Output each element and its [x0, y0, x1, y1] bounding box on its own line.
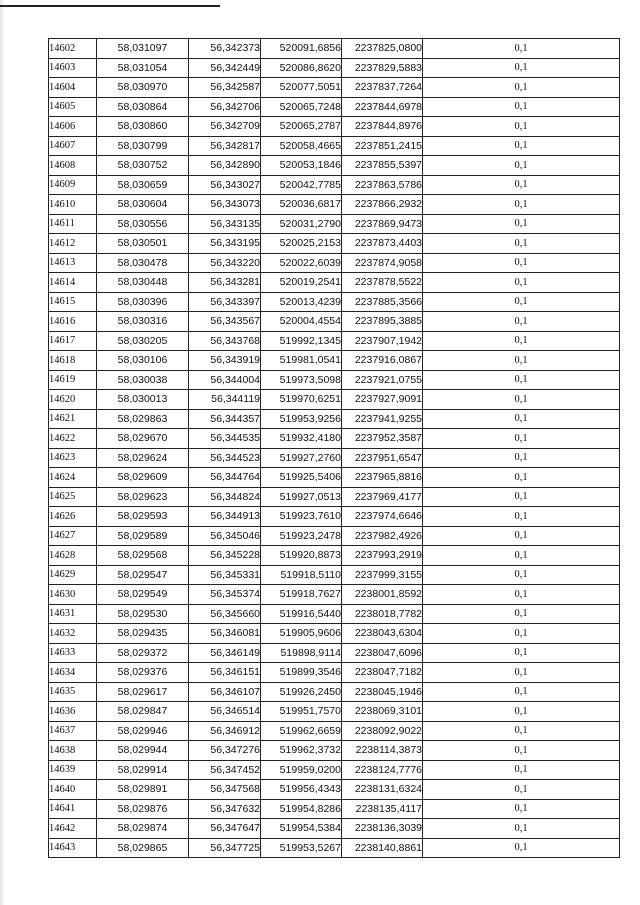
accuracy-cell: 0,1 [423, 58, 620, 78]
table-row [49, 546, 620, 566]
table-row [49, 312, 620, 332]
y-coordinate-cell: 2238043,6304 [342, 624, 423, 644]
accuracy-cell: 0,1 [423, 253, 620, 273]
y-coordinate-cell: 2237863,5786 [342, 175, 423, 195]
x-coordinate-cell: 520025,2153 [261, 234, 342, 254]
table-row [49, 58, 620, 78]
accuracy-cell: 0,1 [423, 721, 620, 741]
accuracy-cell: 0,1 [423, 448, 620, 468]
accuracy-cell: 0,1 [423, 682, 620, 702]
x-coordinate-cell: 520058,4665 [261, 136, 342, 156]
table-row [49, 624, 620, 644]
y-coordinate-cell: 2237869,9473 [342, 214, 423, 234]
latitude-cell: 58,031054 [97, 58, 189, 78]
accuracy-cell: 0,1 [423, 546, 620, 566]
accuracy-cell: 0,1 [423, 585, 620, 605]
longitude-cell: 56,343220 [189, 253, 261, 273]
point-number-cell: 14607 [49, 136, 97, 156]
point-number-cell: 14629 [49, 565, 97, 585]
accuracy-cell: 0,1 [423, 370, 620, 390]
latitude-cell: 58,029946 [97, 721, 189, 741]
latitude-cell: 58,030970 [97, 78, 189, 98]
point-number-cell: 14627 [49, 526, 97, 546]
latitude-cell: 58,029891 [97, 780, 189, 800]
x-coordinate-cell: 519918,5110 [261, 565, 342, 585]
accuracy-cell: 0,1 [423, 819, 620, 839]
latitude-cell: 58,030752 [97, 156, 189, 176]
x-coordinate-cell: 519925,5406 [261, 468, 342, 488]
point-number-cell: 14623 [49, 448, 97, 468]
y-coordinate-cell: 2237993,2919 [342, 546, 423, 566]
table-row [49, 156, 620, 176]
x-coordinate-cell: 520086,8620 [261, 58, 342, 78]
latitude-cell: 58,029624 [97, 448, 189, 468]
longitude-cell: 56,346514 [189, 702, 261, 722]
y-coordinate-cell: 2238114,3873 [342, 741, 423, 761]
longitude-cell: 56,345374 [189, 585, 261, 605]
point-number-cell: 14614 [49, 273, 97, 293]
y-coordinate-cell: 2238047,6096 [342, 643, 423, 663]
table-row [49, 526, 620, 546]
accuracy-cell: 0,1 [423, 234, 620, 254]
accuracy-cell: 0,1 [423, 487, 620, 507]
x-coordinate-cell: 519970,6251 [261, 390, 342, 410]
table-row [49, 721, 620, 741]
latitude-cell: 58,030799 [97, 136, 189, 156]
latitude-cell: 58,029865 [97, 838, 189, 858]
accuracy-cell: 0,1 [423, 195, 620, 215]
y-coordinate-cell: 2238135,4117 [342, 799, 423, 819]
longitude-cell: 56,343919 [189, 351, 261, 371]
table-row [49, 585, 620, 605]
latitude-cell: 58,029914 [97, 760, 189, 780]
longitude-cell: 56,343281 [189, 273, 261, 293]
table-row [49, 741, 620, 761]
latitude-cell: 58,030604 [97, 195, 189, 215]
table-body [49, 39, 620, 858]
latitude-cell: 58,029376 [97, 663, 189, 683]
latitude-cell: 58,030038 [97, 370, 189, 390]
latitude-cell: 58,029593 [97, 507, 189, 527]
point-number-cell: 14630 [49, 585, 97, 605]
longitude-cell: 56,346912 [189, 721, 261, 741]
point-number-cell: 14605 [49, 97, 97, 117]
table-row [49, 97, 620, 117]
accuracy-cell: 0,1 [423, 156, 620, 176]
table-row [49, 234, 620, 254]
x-coordinate-cell: 519916,5440 [261, 604, 342, 624]
table-row [49, 604, 620, 624]
point-number-cell: 14631 [49, 604, 97, 624]
x-coordinate-cell: 520042,7785 [261, 175, 342, 195]
accuracy-cell: 0,1 [423, 526, 620, 546]
accuracy-cell: 0,1 [423, 175, 620, 195]
longitude-cell: 56,344523 [189, 448, 261, 468]
point-number-cell: 14632 [49, 624, 97, 644]
x-coordinate-cell: 520036,6817 [261, 195, 342, 215]
table-row [49, 331, 620, 351]
latitude-cell: 58,029549 [97, 585, 189, 605]
y-coordinate-cell: 2237873,4403 [342, 234, 423, 254]
latitude-cell: 58,030448 [97, 273, 189, 293]
table-row [49, 507, 620, 527]
accuracy-cell: 0,1 [423, 97, 620, 117]
accuracy-cell: 0,1 [423, 390, 620, 410]
longitude-cell: 56,343027 [189, 175, 261, 195]
longitude-cell: 56,344357 [189, 409, 261, 429]
x-coordinate-cell: 520065,7248 [261, 97, 342, 117]
longitude-cell: 56,345660 [189, 604, 261, 624]
x-coordinate-cell: 519959,0200 [261, 760, 342, 780]
longitude-cell: 56,342709 [189, 117, 261, 137]
table-row [49, 429, 620, 449]
longitude-cell: 56,342373 [189, 39, 261, 59]
x-coordinate-cell: 519962,3732 [261, 741, 342, 761]
longitude-cell: 56,346081 [189, 624, 261, 644]
point-number-cell: 14621 [49, 409, 97, 429]
point-number-cell: 14602 [49, 39, 97, 59]
point-number-cell: 14616 [49, 312, 97, 332]
x-coordinate-cell: 519954,5384 [261, 819, 342, 839]
table-row [49, 409, 620, 429]
top-rule [0, 5, 220, 7]
latitude-cell: 58,029847 [97, 702, 189, 722]
point-number-cell: 14604 [49, 78, 97, 98]
table-row [49, 136, 620, 156]
point-number-cell: 14611 [49, 214, 97, 234]
point-number-cell: 14634 [49, 663, 97, 683]
y-coordinate-cell: 2237974,6646 [342, 507, 423, 527]
table-row [49, 799, 620, 819]
accuracy-cell: 0,1 [423, 351, 620, 371]
longitude-cell: 56,346107 [189, 682, 261, 702]
latitude-cell: 58,030659 [97, 175, 189, 195]
longitude-cell: 56,346151 [189, 663, 261, 683]
accuracy-cell: 0,1 [423, 409, 620, 429]
point-number-cell: 14624 [49, 468, 97, 488]
table-row [49, 760, 620, 780]
x-coordinate-cell: 520022,6039 [261, 253, 342, 273]
table-row [49, 643, 620, 663]
longitude-cell: 56,347568 [189, 780, 261, 800]
x-coordinate-cell: 519953,9256 [261, 409, 342, 429]
longitude-cell: 56,344535 [189, 429, 261, 449]
longitude-cell: 56,345228 [189, 546, 261, 566]
table-row [49, 390, 620, 410]
y-coordinate-cell: 2238140,8861 [342, 838, 423, 858]
x-coordinate-cell: 519927,2760 [261, 448, 342, 468]
accuracy-cell: 0,1 [423, 273, 620, 293]
point-number-cell: 14633 [49, 643, 97, 663]
x-coordinate-cell: 519927,0513 [261, 487, 342, 507]
latitude-cell: 58,029876 [97, 799, 189, 819]
table-row [49, 819, 620, 839]
x-coordinate-cell: 520004,4554 [261, 312, 342, 332]
point-number-cell: 14620 [49, 390, 97, 410]
y-coordinate-cell: 2237999,3155 [342, 565, 423, 585]
point-number-cell: 14606 [49, 117, 97, 137]
point-number-cell: 14612 [49, 234, 97, 254]
y-coordinate-cell: 2238069,3101 [342, 702, 423, 722]
accuracy-cell: 0,1 [423, 117, 620, 137]
point-number-cell: 14619 [49, 370, 97, 390]
accuracy-cell: 0,1 [423, 214, 620, 234]
longitude-cell: 56,347725 [189, 838, 261, 858]
point-number-cell: 14603 [49, 58, 97, 78]
table-row [49, 370, 620, 390]
longitude-cell: 56,347276 [189, 741, 261, 761]
y-coordinate-cell: 2237866,2932 [342, 195, 423, 215]
table-row [49, 175, 620, 195]
x-coordinate-cell: 520065,2787 [261, 117, 342, 137]
point-number-cell: 14642 [49, 819, 97, 839]
longitude-cell: 56,347452 [189, 760, 261, 780]
table-row [49, 780, 620, 800]
latitude-cell: 58,029435 [97, 624, 189, 644]
y-coordinate-cell: 2237952,3587 [342, 429, 423, 449]
longitude-cell: 56,342890 [189, 156, 261, 176]
point-number-cell: 14615 [49, 292, 97, 312]
longitude-cell: 56,344824 [189, 487, 261, 507]
y-coordinate-cell: 2237921,0755 [342, 370, 423, 390]
y-coordinate-cell: 2237855,5397 [342, 156, 423, 176]
table-row [49, 253, 620, 273]
longitude-cell: 56,345046 [189, 526, 261, 546]
latitude-cell: 58,030106 [97, 351, 189, 371]
x-coordinate-cell: 519953,5267 [261, 838, 342, 858]
point-number-cell: 14608 [49, 156, 97, 176]
accuracy-cell: 0,1 [423, 312, 620, 332]
x-coordinate-cell: 519951,7570 [261, 702, 342, 722]
x-coordinate-cell: 520013,4239 [261, 292, 342, 312]
table-row [49, 195, 620, 215]
accuracy-cell: 0,1 [423, 39, 620, 59]
point-number-cell: 14639 [49, 760, 97, 780]
accuracy-cell: 0,1 [423, 780, 620, 800]
longitude-cell: 56,344119 [189, 390, 261, 410]
latitude-cell: 58,030396 [97, 292, 189, 312]
y-coordinate-cell: 2237825,0800 [342, 39, 423, 59]
x-coordinate-cell: 519923,7610 [261, 507, 342, 527]
latitude-cell: 58,029670 [97, 429, 189, 449]
latitude-cell: 58,029623 [97, 487, 189, 507]
longitude-cell: 56,345331 [189, 565, 261, 585]
longitude-cell: 56,347632 [189, 799, 261, 819]
latitude-cell: 58,029863 [97, 409, 189, 429]
latitude-cell: 58,029530 [97, 604, 189, 624]
y-coordinate-cell: 2237969,4177 [342, 487, 423, 507]
table-row [49, 663, 620, 683]
table-row [49, 468, 620, 488]
table-row [49, 351, 620, 371]
table-row [49, 448, 620, 468]
table-row [49, 487, 620, 507]
y-coordinate-cell: 2237878,5522 [342, 273, 423, 293]
longitude-cell: 56,343567 [189, 312, 261, 332]
x-coordinate-cell: 519962,6659 [261, 721, 342, 741]
y-coordinate-cell: 2238136,3039 [342, 819, 423, 839]
y-coordinate-cell: 2237844,8976 [342, 117, 423, 137]
coordinates-table [48, 38, 620, 858]
longitude-cell: 56,343195 [189, 234, 261, 254]
accuracy-cell: 0,1 [423, 643, 620, 663]
x-coordinate-cell: 520053,1846 [261, 156, 342, 176]
point-number-cell: 14635 [49, 682, 97, 702]
longitude-cell: 56,343768 [189, 331, 261, 351]
table-row [49, 273, 620, 293]
latitude-cell: 58,029617 [97, 682, 189, 702]
point-number-cell: 14613 [49, 253, 97, 273]
table-row [49, 682, 620, 702]
latitude-cell: 58,029609 [97, 468, 189, 488]
accuracy-cell: 0,1 [423, 624, 620, 644]
x-coordinate-cell: 519923,2478 [261, 526, 342, 546]
latitude-cell: 58,030205 [97, 331, 189, 351]
y-coordinate-cell: 2238018,7782 [342, 604, 423, 624]
y-coordinate-cell: 2237927,9091 [342, 390, 423, 410]
accuracy-cell: 0,1 [423, 838, 620, 858]
accuracy-cell: 0,1 [423, 760, 620, 780]
x-coordinate-cell: 520019,2541 [261, 273, 342, 293]
x-coordinate-cell: 519905,9606 [261, 624, 342, 644]
table-row [49, 565, 620, 585]
accuracy-cell: 0,1 [423, 507, 620, 527]
latitude-cell: 58,029874 [97, 819, 189, 839]
latitude-cell: 58,030860 [97, 117, 189, 137]
accuracy-cell: 0,1 [423, 702, 620, 722]
point-number-cell: 14640 [49, 780, 97, 800]
point-number-cell: 14618 [49, 351, 97, 371]
point-number-cell: 14636 [49, 702, 97, 722]
accuracy-cell: 0,1 [423, 468, 620, 488]
longitude-cell: 56,344764 [189, 468, 261, 488]
y-coordinate-cell: 2237829,5883 [342, 58, 423, 78]
point-number-cell: 14622 [49, 429, 97, 449]
point-number-cell: 14609 [49, 175, 97, 195]
y-coordinate-cell: 2238131,6324 [342, 780, 423, 800]
latitude-cell: 58,031097 [97, 39, 189, 59]
latitude-cell: 58,029372 [97, 643, 189, 663]
x-coordinate-cell: 519899,3546 [261, 663, 342, 683]
y-coordinate-cell: 2237874,9058 [342, 253, 423, 273]
accuracy-cell: 0,1 [423, 604, 620, 624]
point-number-cell: 14628 [49, 546, 97, 566]
scan-edge [0, 0, 3, 905]
longitude-cell: 56,343397 [189, 292, 261, 312]
point-number-cell: 14617 [49, 331, 97, 351]
longitude-cell: 56,342449 [189, 58, 261, 78]
longitude-cell: 56,343073 [189, 195, 261, 215]
table-row [49, 292, 620, 312]
accuracy-cell: 0,1 [423, 799, 620, 819]
latitude-cell: 58,030556 [97, 214, 189, 234]
point-number-cell: 14637 [49, 721, 97, 741]
y-coordinate-cell: 2237885,3566 [342, 292, 423, 312]
y-coordinate-cell: 2237837,7264 [342, 78, 423, 98]
point-number-cell: 14638 [49, 741, 97, 761]
latitude-cell: 58,029568 [97, 546, 189, 566]
accuracy-cell: 0,1 [423, 136, 620, 156]
latitude-cell: 58,029547 [97, 565, 189, 585]
x-coordinate-cell: 519981,0541 [261, 351, 342, 371]
longitude-cell: 56,342817 [189, 136, 261, 156]
latitude-cell: 58,029589 [97, 526, 189, 546]
x-coordinate-cell: 519920,8873 [261, 546, 342, 566]
latitude-cell: 58,030013 [97, 390, 189, 410]
latitude-cell: 58,030316 [97, 312, 189, 332]
longitude-cell: 56,342587 [189, 78, 261, 98]
latitude-cell: 58,030864 [97, 97, 189, 117]
y-coordinate-cell: 2238092,9022 [342, 721, 423, 741]
latitude-cell: 58,030501 [97, 234, 189, 254]
y-coordinate-cell: 2238124,7776 [342, 760, 423, 780]
x-coordinate-cell: 520077,5051 [261, 78, 342, 98]
x-coordinate-cell: 519932,4180 [261, 429, 342, 449]
accuracy-cell: 0,1 [423, 331, 620, 351]
point-number-cell: 14610 [49, 195, 97, 215]
table-row [49, 39, 620, 59]
table-row [49, 214, 620, 234]
table-row [49, 838, 620, 858]
y-coordinate-cell: 2237907,1942 [342, 331, 423, 351]
x-coordinate-cell: 519956,4343 [261, 780, 342, 800]
longitude-cell: 56,344004 [189, 370, 261, 390]
y-coordinate-cell: 2238047,7182 [342, 663, 423, 683]
x-coordinate-cell: 519954,8286 [261, 799, 342, 819]
x-coordinate-cell: 519918,7627 [261, 585, 342, 605]
longitude-cell: 56,342706 [189, 97, 261, 117]
longitude-cell: 56,344913 [189, 507, 261, 527]
x-coordinate-cell: 520091,6856 [261, 39, 342, 59]
point-number-cell: 14641 [49, 799, 97, 819]
latitude-cell: 58,029944 [97, 741, 189, 761]
y-coordinate-cell: 2237916,0867 [342, 351, 423, 371]
y-coordinate-cell: 2237844,6978 [342, 97, 423, 117]
longitude-cell: 56,343135 [189, 214, 261, 234]
table-row [49, 78, 620, 98]
longitude-cell: 56,347647 [189, 819, 261, 839]
y-coordinate-cell: 2238045,1946 [342, 682, 423, 702]
accuracy-cell: 0,1 [423, 292, 620, 312]
point-number-cell: 14643 [49, 838, 97, 858]
accuracy-cell: 0,1 [423, 741, 620, 761]
x-coordinate-cell: 519898,9114 [261, 643, 342, 663]
accuracy-cell: 0,1 [423, 663, 620, 683]
x-coordinate-cell: 519992,1345 [261, 331, 342, 351]
y-coordinate-cell: 2237895,3885 [342, 312, 423, 332]
accuracy-cell: 0,1 [423, 78, 620, 98]
longitude-cell: 56,346149 [189, 643, 261, 663]
y-coordinate-cell: 2238001,8592 [342, 585, 423, 605]
x-coordinate-cell: 519926,2450 [261, 682, 342, 702]
point-number-cell: 14626 [49, 507, 97, 527]
latitude-cell: 58,030478 [97, 253, 189, 273]
y-coordinate-cell: 2237982,4926 [342, 526, 423, 546]
y-coordinate-cell: 2237851,2415 [342, 136, 423, 156]
table-row [49, 702, 620, 722]
table-row [49, 117, 620, 137]
point-number-cell: 14625 [49, 487, 97, 507]
x-coordinate-cell: 519973,5098 [261, 370, 342, 390]
x-coordinate-cell: 520031,2790 [261, 214, 342, 234]
accuracy-cell: 0,1 [423, 565, 620, 585]
y-coordinate-cell: 2237965,8816 [342, 468, 423, 488]
y-coordinate-cell: 2237941,9255 [342, 409, 423, 429]
y-coordinate-cell: 2237951,6547 [342, 448, 423, 468]
accuracy-cell: 0,1 [423, 429, 620, 449]
